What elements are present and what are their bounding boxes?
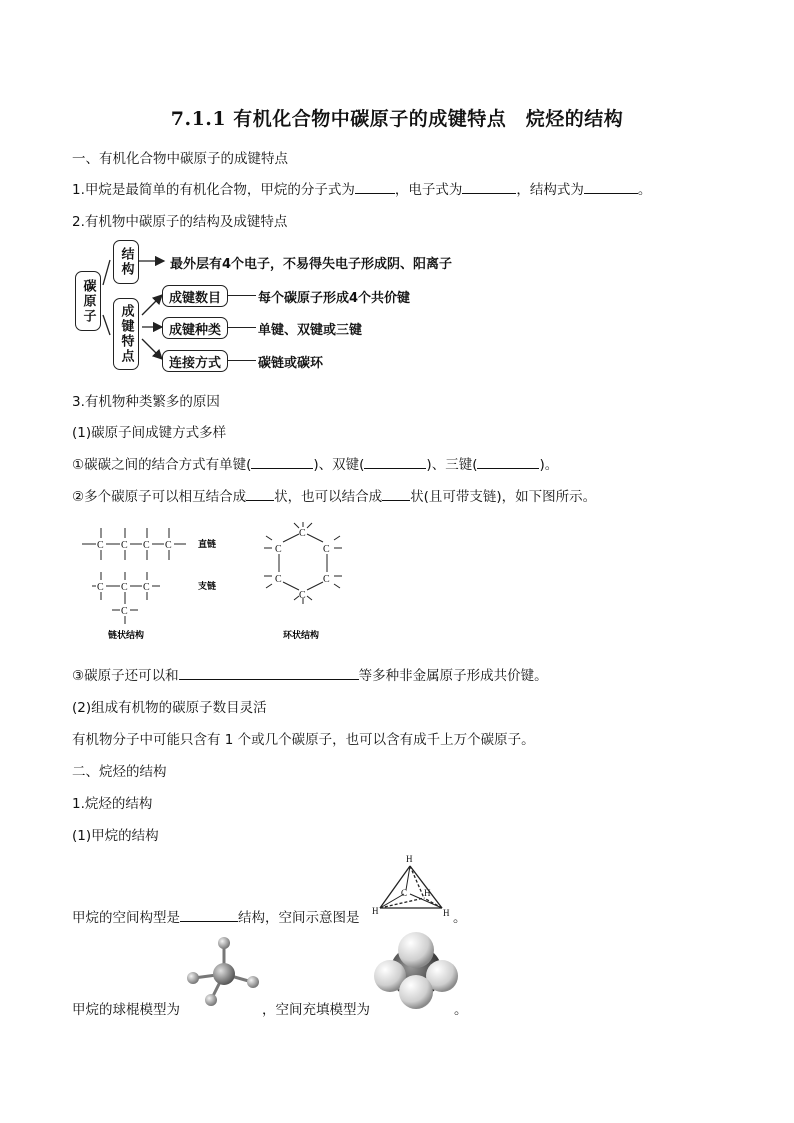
q-text: 状(且可带支链)，如下图所示。 (410, 489, 597, 505)
answer-blank[interactable] (462, 181, 516, 194)
q-text: ③碳原子还可以和 (72, 668, 179, 684)
structure-box: 结构 (113, 240, 139, 284)
carbon-atom: C (121, 540, 128, 551)
question-other-atoms (72, 664, 548, 684)
carbon-atom: C (401, 888, 408, 898)
carbon-atom: C (97, 582, 104, 593)
carbon-atom: C (275, 574, 282, 585)
carbon-atom: C (121, 582, 128, 593)
question-bond-types (72, 453, 558, 473)
q1-text: 1.甲烷是最简单的有机化合物，甲烷的分子式为 (72, 182, 355, 198)
question-methane-models (72, 998, 180, 1018)
hydrogen-atom: H (406, 854, 413, 864)
page-title: 7.1.1 有机化合物中碳原子的成键特点 烷烃的结构 (170, 108, 624, 130)
space-filling-model (374, 930, 458, 1010)
carbon-atom: C (143, 540, 150, 551)
answer-blank[interactable] (584, 181, 638, 194)
root-box: 碳原子 (75, 271, 101, 331)
item-3-heading: 3.有机物种类繁多的原因 (72, 394, 220, 410)
carbon-atom: C (97, 540, 104, 551)
branch-desc: 单键、双键或三键 (258, 323, 363, 338)
carbon-atom: C (275, 544, 282, 555)
branch-desc: 每个碳原子形成4个共价键 (258, 291, 411, 306)
branch-label: 成键种类 (162, 317, 228, 339)
section-heading-1: 一、有机化合物中碳原子的成键特点 (72, 151, 288, 167)
q-text: 甲烷的球棍模型为 (72, 1002, 180, 1018)
carbon-atom: C (165, 540, 172, 551)
q-text: 结构，空间示意图是 (238, 910, 360, 926)
q1-text: 。 (637, 182, 652, 198)
carbon-atom: C (299, 590, 306, 601)
hydrogen-atom: H (443, 908, 450, 918)
item-3-1-heading: (1)碳原子间成键方式多样 (72, 425, 227, 441)
question-chain-ring (72, 485, 596, 505)
q-text: )、三键( (426, 457, 478, 473)
chain-caption: 链状结构 (108, 631, 145, 641)
branch-atoms (97, 582, 150, 617)
ball-stick-model (186, 934, 262, 1010)
answer-blank[interactable] (355, 181, 395, 194)
question-methane-shape (72, 906, 360, 926)
answer-blank[interactable] (477, 456, 539, 469)
straight-chain-label: 直链 (198, 540, 217, 550)
q-text: )、双键( (313, 457, 365, 473)
carbon-atom: C (121, 606, 128, 617)
methane-structure-heading: (1)甲烷的结构 (72, 828, 159, 844)
structure-desc: 最外层有4个电子，不易得失电子形成阴、阳离子 (170, 257, 453, 272)
q-text: )。 (539, 457, 559, 473)
answer-blank[interactable] (364, 456, 426, 469)
bond-feature-box: 成键特点 (113, 298, 139, 370)
branch-label: 成键数目 (162, 285, 228, 307)
q-text: 等多种非金属原子形成共价键。 (358, 668, 548, 684)
q1-text: ，结构式为 (516, 182, 584, 198)
answer-blank[interactable] (180, 909, 238, 922)
answer-blank[interactable] (246, 488, 274, 501)
item-3-2-text: 有机物分子中可能只含有 1 个或几个碳原子，也可以含有成千上万个碳原子。 (72, 732, 535, 748)
hydrogen-atom: H (424, 888, 431, 898)
q-text: ②多个碳原子可以相互结合成 (72, 489, 247, 505)
q-text: ①碳碳之间的结合方式有单键( (72, 457, 252, 473)
question-1 (72, 178, 651, 198)
q-text: 甲烷的空间构型是 (72, 910, 180, 926)
answer-blank[interactable] (251, 456, 313, 469)
chain-atoms (97, 540, 172, 551)
alkane-structure-heading: 1.烷烃的结构 (72, 796, 153, 812)
tetrahedron-diagram (372, 852, 454, 918)
branch-chain-label: 支链 (198, 582, 217, 592)
branch-label: 连接方式 (162, 350, 228, 372)
connector-line (228, 327, 256, 328)
ring-caption: 环状结构 (283, 631, 320, 641)
carbon-atom: C (143, 582, 150, 593)
branch-desc: 碳链或碳环 (258, 356, 324, 371)
carbon-atom: C (299, 528, 306, 539)
connector-line (228, 360, 256, 361)
carbon-atom: C (323, 544, 330, 555)
q1-text: ，电子式为 (394, 182, 463, 198)
answer-blank[interactable] (179, 667, 359, 680)
connector-line (228, 295, 256, 296)
carbon-atom: C (323, 574, 330, 585)
answer-blank[interactable] (382, 488, 410, 501)
q-end: 。 (453, 910, 467, 926)
section-heading-2: 二、烷烃的结构 (72, 764, 167, 780)
item-3-2-heading: (2)组成有机物的碳原子数目灵活 (72, 700, 267, 716)
carbon-skeleton-figure (80, 520, 380, 648)
q-text: 状，也可以结合成 (274, 489, 383, 505)
q-end: 。 (454, 1002, 468, 1018)
q-mid: ，空间充填模型为 (262, 1002, 370, 1018)
item-2-heading: 2.有机物中碳原子的结构及成键特点 (72, 214, 288, 230)
hydrogen-atom: H (372, 906, 379, 916)
ring-atoms (275, 528, 330, 601)
